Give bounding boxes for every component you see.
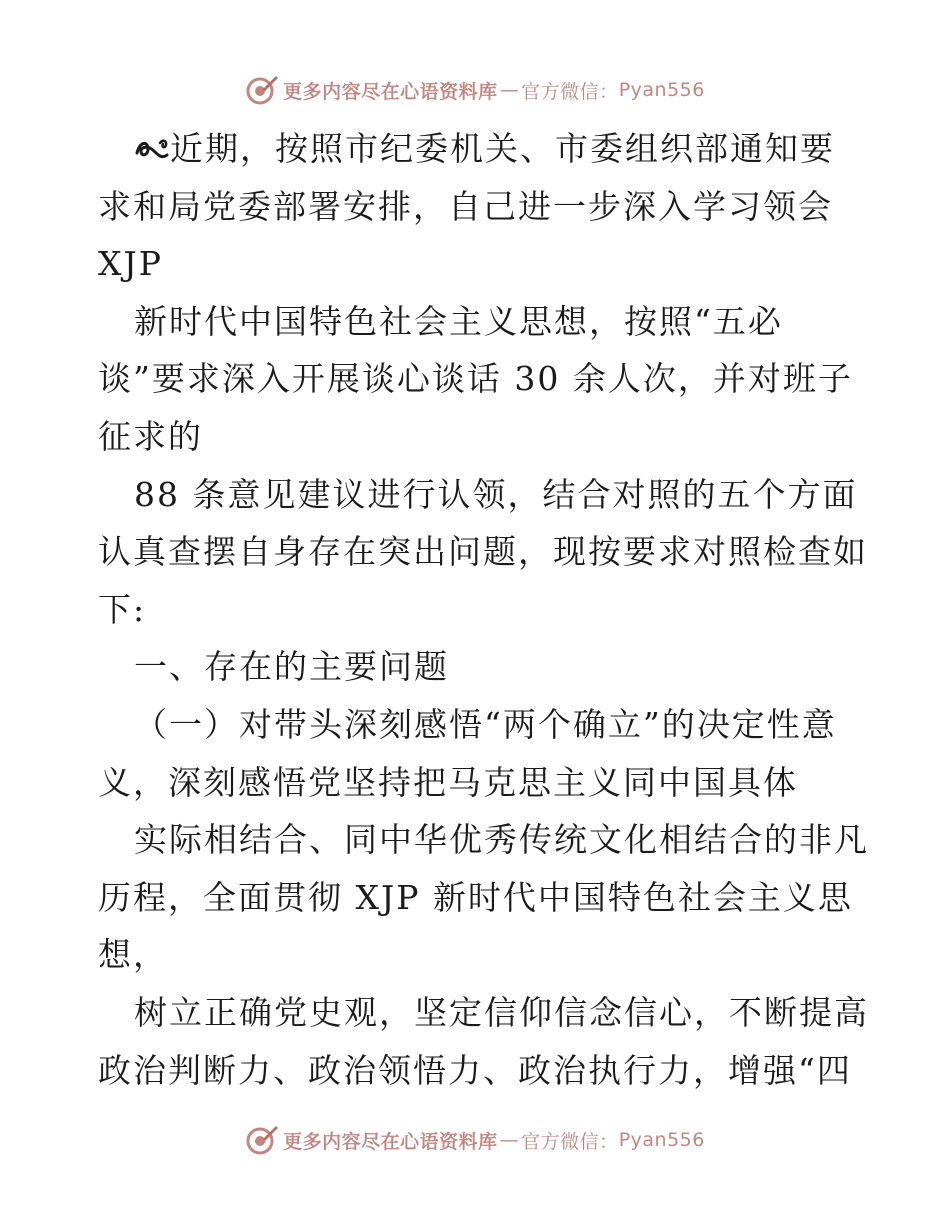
paragraph-line-16: 树立正确党史观，坚定信仰信念信心，不断提高 bbox=[134, 992, 869, 1032]
paragraph-line-2: 求和局党委部署安排，自己进一步深入学习领会 bbox=[98, 186, 833, 226]
paragraph-line-6: 征求的 bbox=[98, 416, 203, 456]
watermark-official-label: 官方微信： bbox=[521, 1130, 619, 1153]
watermark-wechat-id: Pyan556 bbox=[618, 79, 705, 101]
paragraph-line-17: 政治判断力、政治领悟力、政治执行力，增强“四 bbox=[98, 1050, 852, 1090]
watermark-bottom bbox=[0, 1120, 950, 1160]
line-text: 近期，按照市纪委机关、市委组织部通知要 bbox=[170, 129, 835, 168]
section-heading: 一、存在的主要问题 bbox=[134, 647, 449, 687]
document-body bbox=[98, 120, 869, 1099]
paragraph-line-4: 新时代中国特色社会主义思想，按照“五必 bbox=[134, 301, 783, 341]
paragraph-line-15: 想， bbox=[98, 935, 168, 975]
paragraph-line-13: 实际相结合、同中华优秀传统文化相结合的非凡 bbox=[134, 820, 869, 860]
paragraph-line-14: 历程，全面贯彻 XJP 新时代中国特色社会主义思 bbox=[98, 877, 853, 917]
paragraph-line-11: （一）对带头深刻感悟“两个确立”的决定性意 bbox=[134, 704, 837, 744]
watermark-top bbox=[0, 70, 950, 110]
watermark-main-text: 更多内容尽在心语资料库 bbox=[283, 1130, 498, 1153]
paragraph-line-1 bbox=[98, 120, 858, 178]
paragraph-line-8: 认真查摆自身存在突出问题，现按要求对照检查如 bbox=[98, 532, 868, 572]
watermark-dash: — bbox=[499, 1129, 520, 1151]
watermark-wechat-id: Pyan556 bbox=[618, 1129, 705, 1151]
paragraph-line-9: 下: bbox=[98, 589, 147, 629]
paragraph-line-3: XJP bbox=[98, 244, 163, 284]
paragraph-line-7: 88 条意见建议进行认领，结合对照的五个方面 bbox=[134, 474, 858, 514]
paragraph-line-5: 谈”要求深入开展谈心谈话 30 余人次，并对班子 bbox=[98, 359, 853, 399]
watermark-official-label: 官方微信： bbox=[521, 80, 619, 103]
paragraph-line-12: 义，深刻感悟党坚持把马克思主义同中国具体 bbox=[98, 762, 798, 802]
pen-circle-logo-icon bbox=[245, 73, 279, 107]
watermark-main-text: 更多内容尽在心语资料库 bbox=[283, 80, 498, 103]
flourish-icon bbox=[134, 133, 170, 163]
pen-circle-logo-icon bbox=[245, 1123, 279, 1157]
watermark-dash: — bbox=[499, 79, 520, 101]
